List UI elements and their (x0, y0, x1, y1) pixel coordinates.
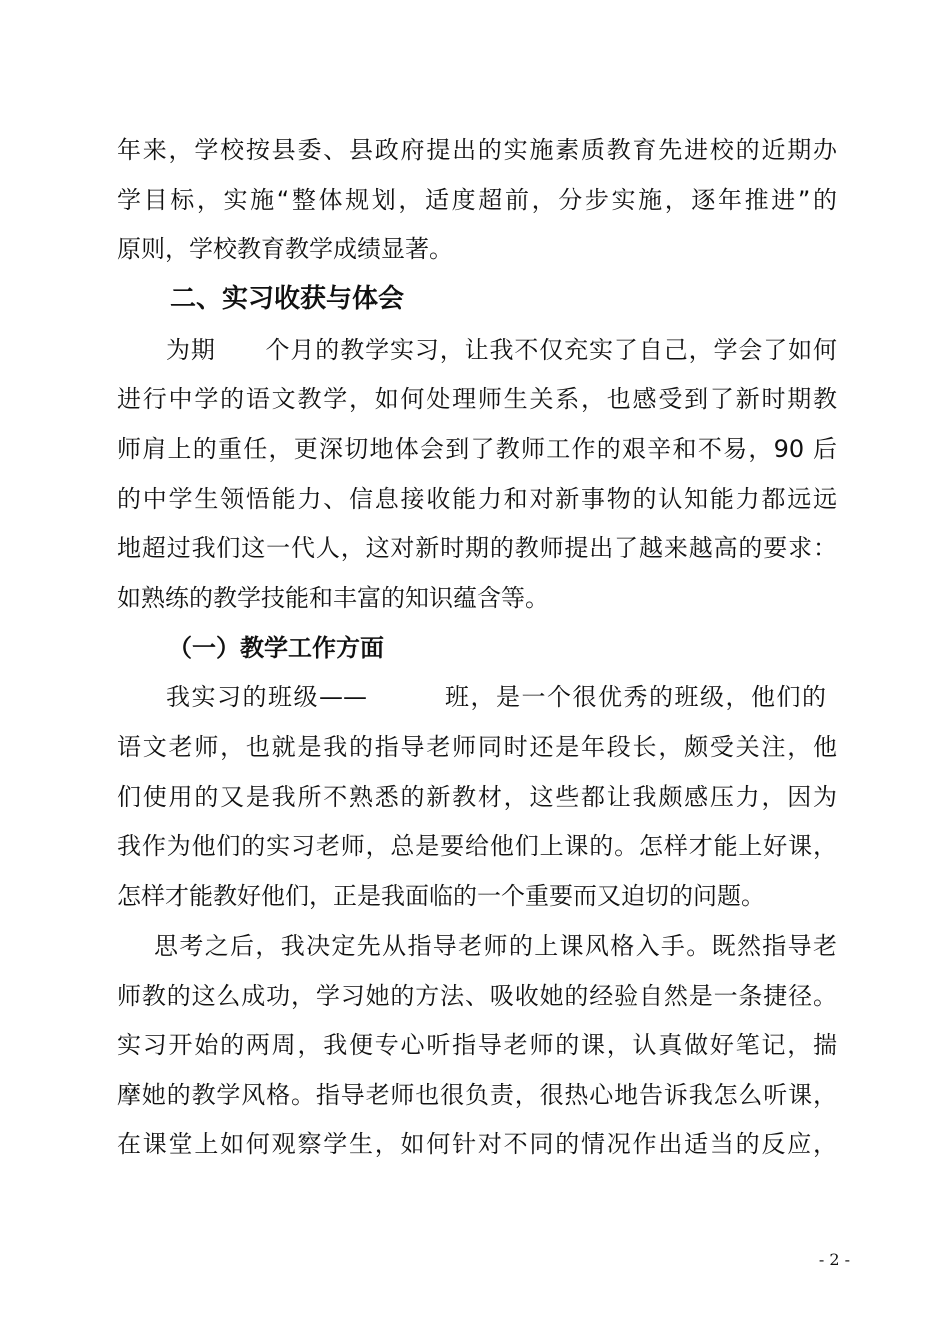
paragraph-line: 摩她的教学风格。指导老师也很负责，很热心地告诉我怎么听课， (117, 1081, 837, 1109)
paragraph-line: 我作为他们的实习老师，总是要给他们上课的。怎样才能上好课， (117, 832, 837, 860)
paragraph-line: 在课堂上如何观察学生，如何针对不同的情况作出适当的反应， (117, 1130, 837, 1158)
paragraph-line: 我实习的班级—— 班，是一个很优秀的班级，他们的 (166, 683, 826, 711)
paragraph-line: 们使用的又是我所不熟悉的新教材，这些都让我颇感压力，因为 (117, 783, 837, 811)
paragraph-line: 为期 个月的教学实习，让我不仅充实了自己，学会了如何 (166, 336, 837, 364)
paragraph-line: 进行中学的语文教学，如何处理师生关系，也感受到了新时期教 (117, 385, 837, 413)
paragraph-line: 原则，学校教育教学成绩显著。 (117, 235, 453, 263)
paragraph-line: 如熟练的教学技能和丰富的知识蕴含等。 (117, 584, 549, 612)
paragraph-line: 师教的这么成功，学习她的方法、吸收她的经验自然是一条捷径。 (117, 982, 837, 1010)
page-number: - 2 - (818, 1250, 850, 1269)
paragraph-line: 师肩上的重任，更深切地体会到了教师工作的艰辛和不易，90 后 (117, 435, 837, 463)
paragraph-line: 年来，学校按县委、县政府提出的实施素质教育先进校的近期办 (117, 136, 837, 164)
paragraph-line: 学目标，实施“整体规划，适度超前，分步实施，逐年推进”的 (117, 186, 837, 214)
paragraph-line: 实习开始的两周，我便专心听指导老师的课，认真做好笔记，揣 (117, 1031, 837, 1059)
paragraph-line: 思考之后，我决定先从指导老师的上课风格入手。既然指导老 (154, 932, 837, 960)
paragraph-line: 怎样才能教好他们，正是我面临的一个重要而又迫切的问题。 (117, 882, 765, 910)
section-heading: 二、实习收获与体会 (170, 284, 405, 314)
subsection-heading: （一）教学工作方面 (168, 634, 384, 662)
paragraph-line: 的中学生领悟能力、信息接收能力和对新事物的认知能力都远远 (117, 485, 837, 513)
paragraph-line: 语文老师，也就是我的指导老师同时还是年段长，颇受关注，他 (117, 733, 837, 761)
paragraph-line: 地超过我们这一代人，这对新时期的教师提出了越来越高的要求： (117, 534, 837, 562)
